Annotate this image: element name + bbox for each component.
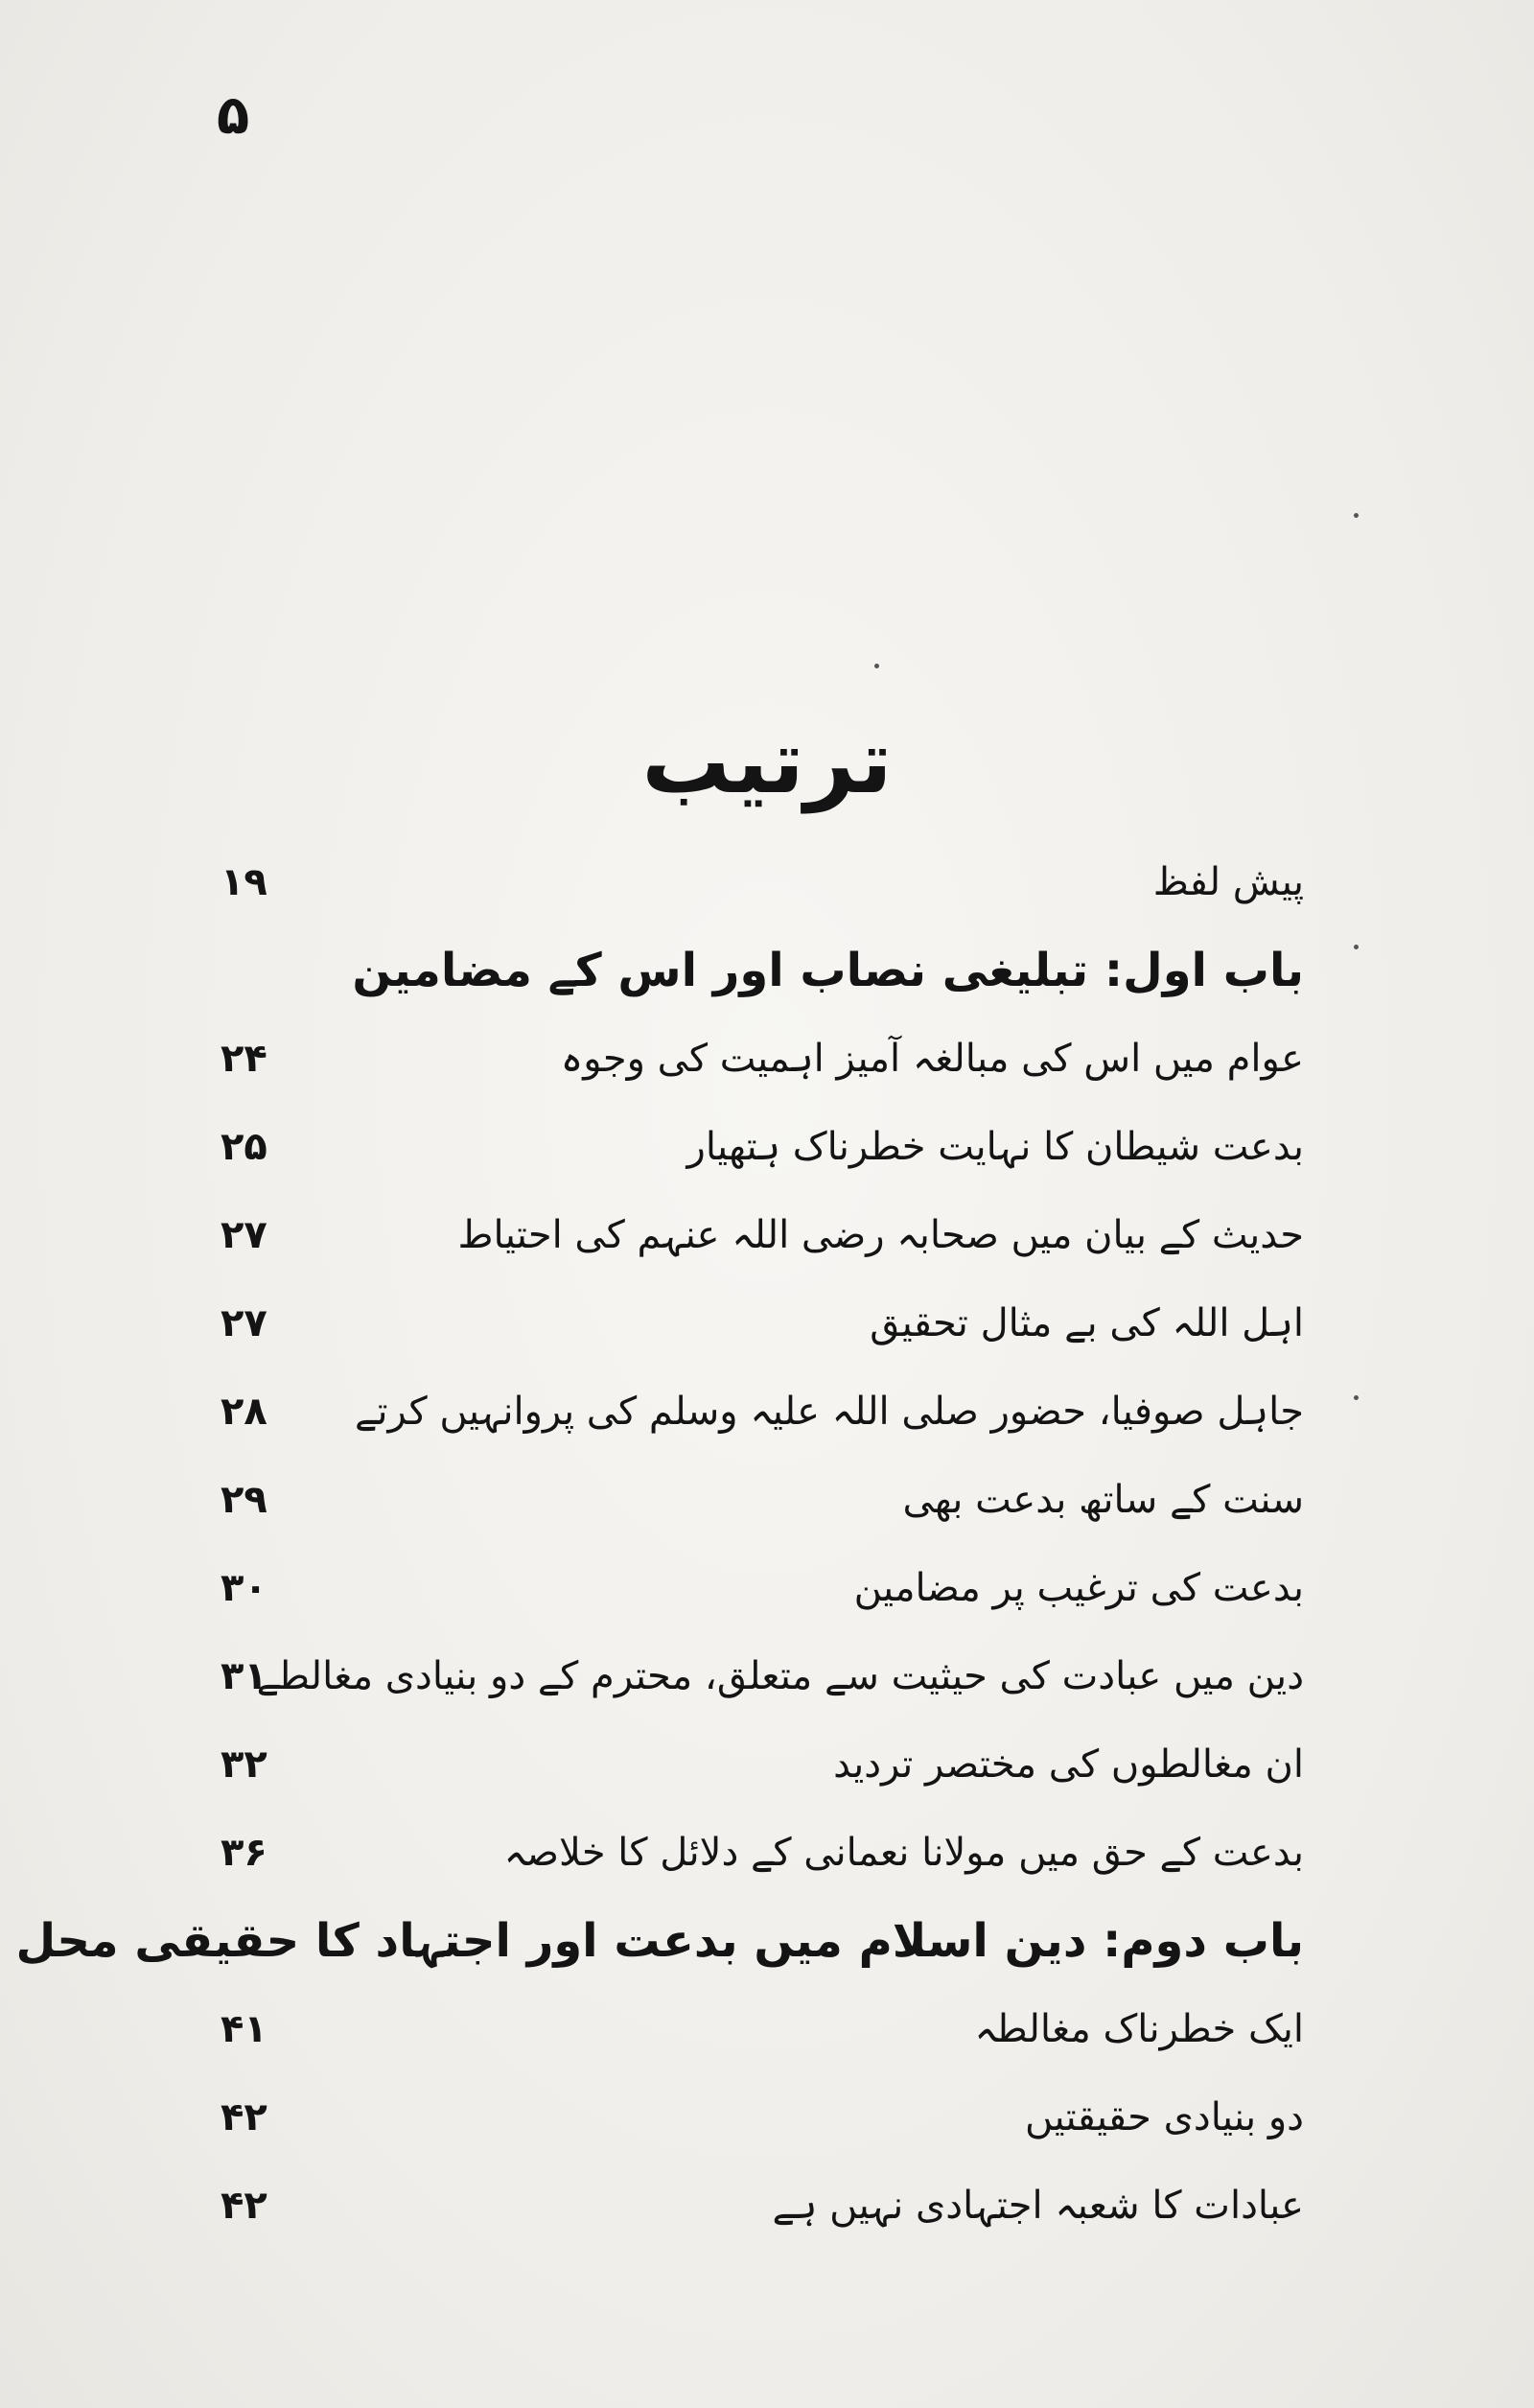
toc-entry[interactable] xyxy=(192,1726,1304,1803)
toc-entry[interactable] xyxy=(192,1197,1304,1274)
toc-entry[interactable] xyxy=(192,2167,1304,2244)
toc-entry-title: حدیث کے بیان میں صحابہ رضی اللہ عنہم کی احتیاط xyxy=(457,1213,1304,1257)
print-speck xyxy=(1354,513,1359,518)
print-speck xyxy=(874,664,879,668)
toc-entry[interactable] xyxy=(192,1461,1304,1538)
toc-entry-page: ۳۱ xyxy=(221,1654,267,1698)
toc-entry-page: ۲۴ xyxy=(221,1037,267,1081)
toc-entry-page: ۳۶ xyxy=(221,1831,267,1875)
toc-entry[interactable] xyxy=(192,1285,1304,1362)
toc-entry-title: عبادات کا شعبہ اجتہادی نہیں ہے xyxy=(772,2184,1304,2228)
toc-entry-title: ایک خطرناک مغالطہ xyxy=(974,2007,1304,2051)
toc-entry[interactable] xyxy=(192,1373,1304,1450)
toc-entry-page: ۱۹ xyxy=(221,860,267,904)
toc-entry-page: ۲۸ xyxy=(221,1390,267,1434)
toc-entry-title: بدعت کے حق میں مولانا نعمانی کے دلائل کا خلاصہ xyxy=(503,1831,1304,1875)
toc-chapter-heading[interactable] xyxy=(192,932,1304,1009)
contents-heading: ترتیب xyxy=(641,711,893,813)
toc-chapter-heading[interactable] xyxy=(15,1903,1304,1979)
toc-entry-title: عوام میں اس کی مبالغہ آمیز اہمیت کی وجوہ xyxy=(560,1037,1304,1081)
toc-entry[interactable] xyxy=(192,1109,1304,1185)
toc-entry-title: بدعت شیطان کا نہایت خطرناک ہتھیار xyxy=(686,1125,1304,1169)
print-speck xyxy=(1354,1395,1359,1400)
toc-entry[interactable] xyxy=(192,844,1304,921)
toc-entry-page: ۳۲ xyxy=(221,1742,267,1787)
toc-entry[interactable] xyxy=(192,2079,1304,2156)
toc-chapter-title: باب اول: تبلیغی نصاب اور اس کے مضامین xyxy=(352,944,1304,997)
toc-entry-page: ۴۲ xyxy=(221,2184,267,2228)
toc-entry-page: ۲۹ xyxy=(221,1478,267,1522)
toc-entry-title: اہل اللہ کی بے مثال تحقیق xyxy=(870,1301,1304,1345)
toc-entry-title: پیش لفظ xyxy=(1152,860,1304,904)
toc-entry-title: دو بنیادی حقیقتیں xyxy=(1025,2095,1304,2139)
toc-entry-title: بدعت کی ترغیب پر مضامین xyxy=(853,1566,1304,1610)
print-speck xyxy=(1354,945,1359,949)
toc-entry[interactable] xyxy=(192,1638,1304,1715)
toc-entry-page: ۴۱ xyxy=(221,2007,267,2051)
toc-entry-page: ۲۷ xyxy=(221,1213,267,1257)
toc-chapter-title: باب دوم: دین اسلام میں بدعت اور اجتہاد کا حقیقی محل xyxy=(15,1914,1304,1968)
toc-entry-page: ۳۰ xyxy=(221,1566,267,1610)
toc-entry-page: ۲۵ xyxy=(221,1125,267,1169)
toc-entry-title: جاہل صوفیا، حضور صلی اللہ علیہ وسلم کی پروانہیں کرتے xyxy=(354,1390,1304,1434)
toc-entry[interactable] xyxy=(192,1550,1304,1626)
toc-entry-title: سنت کے ساتھ بدعت بھی xyxy=(902,1478,1304,1522)
toc-entry-title: دین میں عبادت کی حیثیت سے متعلق، محترم کے دو بنیادی مغالطے xyxy=(256,1654,1304,1698)
toc-entry[interactable] xyxy=(192,1991,1304,2068)
toc-entry-title: ان مغالطوں کی مختصر تردید xyxy=(833,1742,1304,1787)
toc-entry-page: ۴۲ xyxy=(221,2095,267,2139)
toc-entry-page: ۲۷ xyxy=(221,1301,267,1345)
toc-entry[interactable] xyxy=(192,1814,1304,1891)
toc-entry[interactable] xyxy=(192,1020,1304,1097)
page-number: ۵ xyxy=(217,84,250,147)
